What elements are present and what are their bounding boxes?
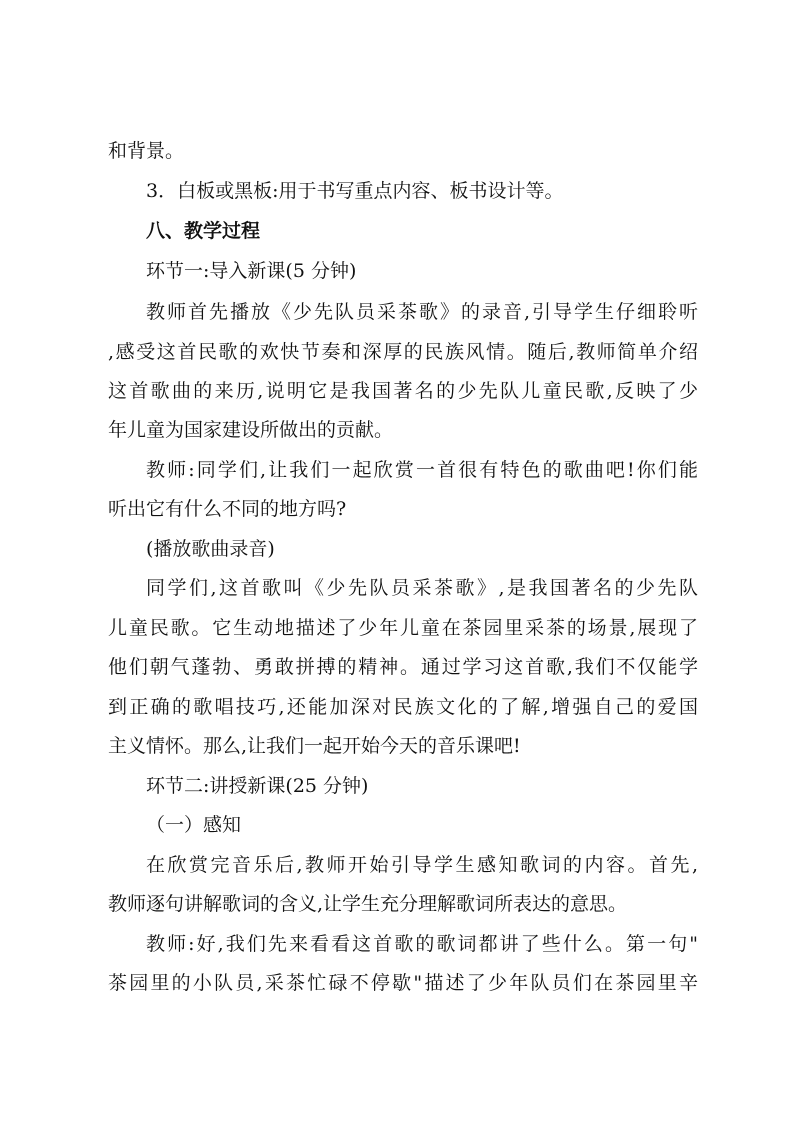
subsection-heading-perception: （一）感知 bbox=[146, 814, 242, 836]
paragraph-line: 在欣赏完音乐后,教师开始引导学生感知歌词的内容。首先, bbox=[146, 854, 698, 876]
paragraph-line: 教师:同学们,让我们一起欣赏一首很有特色的歌曲吧!你们能 bbox=[146, 459, 698, 481]
paragraph-line: 听出它有什么不同的地方吗? bbox=[108, 498, 347, 520]
paragraph-line: 和背景。 bbox=[108, 140, 185, 162]
paragraph-line: 年儿童为国家建设所做出的贡献。 bbox=[108, 419, 394, 441]
paragraph-line: 到正确的歌唱技巧,还能加深对民族文化的了解,增强自己的爱国 bbox=[108, 696, 698, 718]
paragraph-line: ,感受这首民歌的欢快节奏和深厚的民族风情。随后,教师简单介绍 bbox=[108, 341, 698, 363]
paragraph-line: 教师首先播放《少先队员采茶歌》的录音,引导学生仔细聆听 bbox=[146, 301, 698, 323]
paragraph-line: 儿童民歌。它生动地描述了少年儿童在茶园里采茶的场景,展现了 bbox=[108, 617, 698, 639]
paragraph-line: 茶园里的小队员,采茶忙碌不停歇"描述了少年队员们在茶园里辛 bbox=[108, 972, 698, 994]
step-two-heading: 环节二:讲授新课(25 分钟) bbox=[146, 775, 369, 797]
section-heading-teaching-process: 八、教学过程 bbox=[146, 220, 261, 242]
stage-direction: (播放歌曲录音) bbox=[146, 538, 275, 560]
paragraph-line: 教师逐句讲解歌词的含义,让学生充分理解歌词所表达的意思。 bbox=[108, 893, 628, 915]
step-one-heading: 环节一:导入新课(5 分钟) bbox=[146, 260, 357, 282]
list-item-whiteboard: 3．白板或黑板:用于书写重点内容、板书设计等。 bbox=[146, 180, 564, 202]
paragraph-line: 主义情怀。那么,让我们一起开始今天的音乐课吧! bbox=[108, 735, 521, 757]
paragraph-line: 这首歌曲的来历,说明它是我国著名的少先队儿童民歌,反映了少 bbox=[108, 380, 698, 402]
paragraph-line: 教师:好,我们先来看看这首歌的歌词都讲了些什么。第一句" bbox=[146, 933, 698, 955]
paragraph-line: 同学们,这首歌叫《少先队员采茶歌》,是我国著名的少先队 bbox=[146, 577, 698, 599]
paragraph-line: 他们朝气蓬勃、勇敢拼搏的精神。通过学习这首歌,我们不仅能学 bbox=[108, 656, 698, 678]
